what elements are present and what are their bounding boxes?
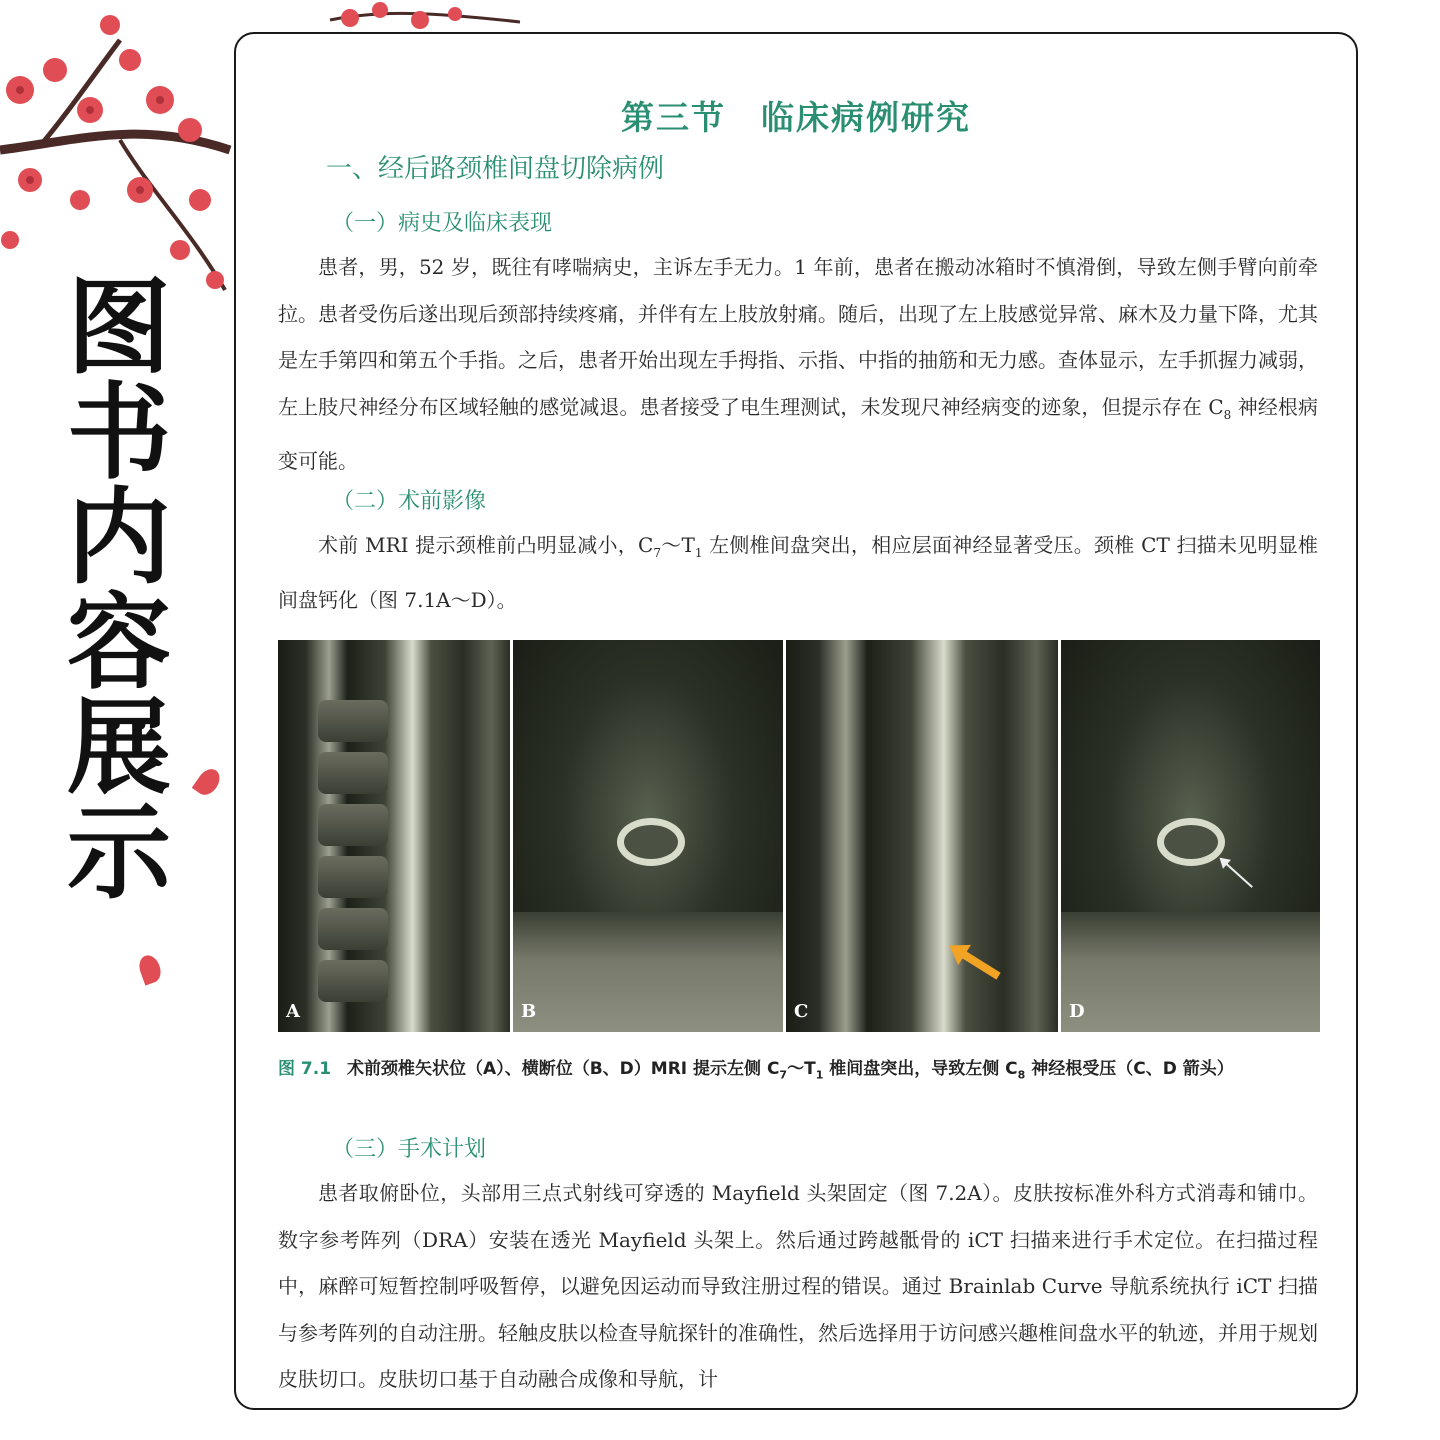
plan-heading: （三）手术计划 [332, 1137, 487, 1162]
history-heading: （一）病史及临床表现 [332, 211, 553, 236]
petal-decoration [136, 952, 164, 985]
book-page [234, 32, 1358, 1410]
mri-panel-d [1061, 640, 1320, 1032]
mri-panel-b [513, 640, 783, 1032]
mri-panel-c [786, 640, 1058, 1032]
section-title: 第三节 临床病例研究 [621, 98, 971, 137]
figure-number: 图 7.1 [278, 1059, 332, 1079]
panel-label: D [1069, 1001, 1085, 1022]
panel-label: A [286, 1001, 300, 1022]
imaging-heading: （二）术前影像 [332, 489, 487, 514]
caption-text: 术前颈椎矢状位（A）、横断位（B、D）MRI 提示左侧 $C_7\sim T_1$ 椎间盘突出，导致左侧 $C_8$ 神经根受压（C、D 箭头） [347, 1059, 1234, 1082]
imaging-paragraph: 术前 MRI 提示颈椎前凸明显减小，$C_7\sim T_1$ 左侧椎间盘突出，相应层面神经显著受压。颈椎 CT 扫描未见明显椎间盘钙化（图 7.1A～D）。 [278, 533, 1318, 612]
figure-caption [278, 1054, 1338, 1081]
arrow-icon [1220, 858, 1253, 888]
mri-panel-a [278, 640, 510, 1032]
case-heading: 一、经后路颈椎间盘切除病例 [326, 154, 665, 184]
mri-figure [278, 640, 1320, 1032]
history-paragraph: 患者，男，52 岁，既往有哮喘病史，主诉左手无力。1 年前，患者在搬动冰箱时不慎滑倒，导致左侧手臂向前牵拉。患者受伤后遂出现后颈部持续疼痛，并伴有左上肢放射痛。随后，出现了左上肢感觉异常、麻木及力量下降，尤其是左手第四和第五个手指。之后，患者开始出现左手拇指、示指、中指的抽筋和无力感。查体显示，左手抓握力减弱，左上肢尺神经分布区域轻触的感觉减退。患者接受了电生理测试，未发现尺神经病变的迹象，但提示存在 $C_8$ 神经根病变可能。 [278, 255, 1318, 473]
panel-label: C [794, 1001, 809, 1022]
petal-decoration [192, 765, 224, 799]
plan-paragraph: 患者取俯卧位，头部用三点式射线可穿透的 Mayfield 头架固定（图 7.2A）。皮肤按标准外科方式消毒和铺巾。数字参考阵列（DRA）安装在透光 Mayfield 头架上。然后通过跨越骶骨的 iCT 扫描来进行手术定位。在扫描过程中，麻醉可短暂控制呼吸暂停，以避免因运动而导致注册过程的错误。通过 Brainlab Curve 导航系统执行 iCT 扫描与参考阵列的自动注册。轻触皮肤以检查导航探针的准确性，然后选择用于访问感兴趣椎间盘水平的轨迹，并用于规划皮肤切口。皮肤切口基于自动融合成像和导航，计 [278, 1181, 1318, 1391]
panel-label: B [521, 1001, 537, 1022]
side-label: 图书内容展示 [49, 272, 171, 902]
arrow-icon [957, 948, 1000, 979]
